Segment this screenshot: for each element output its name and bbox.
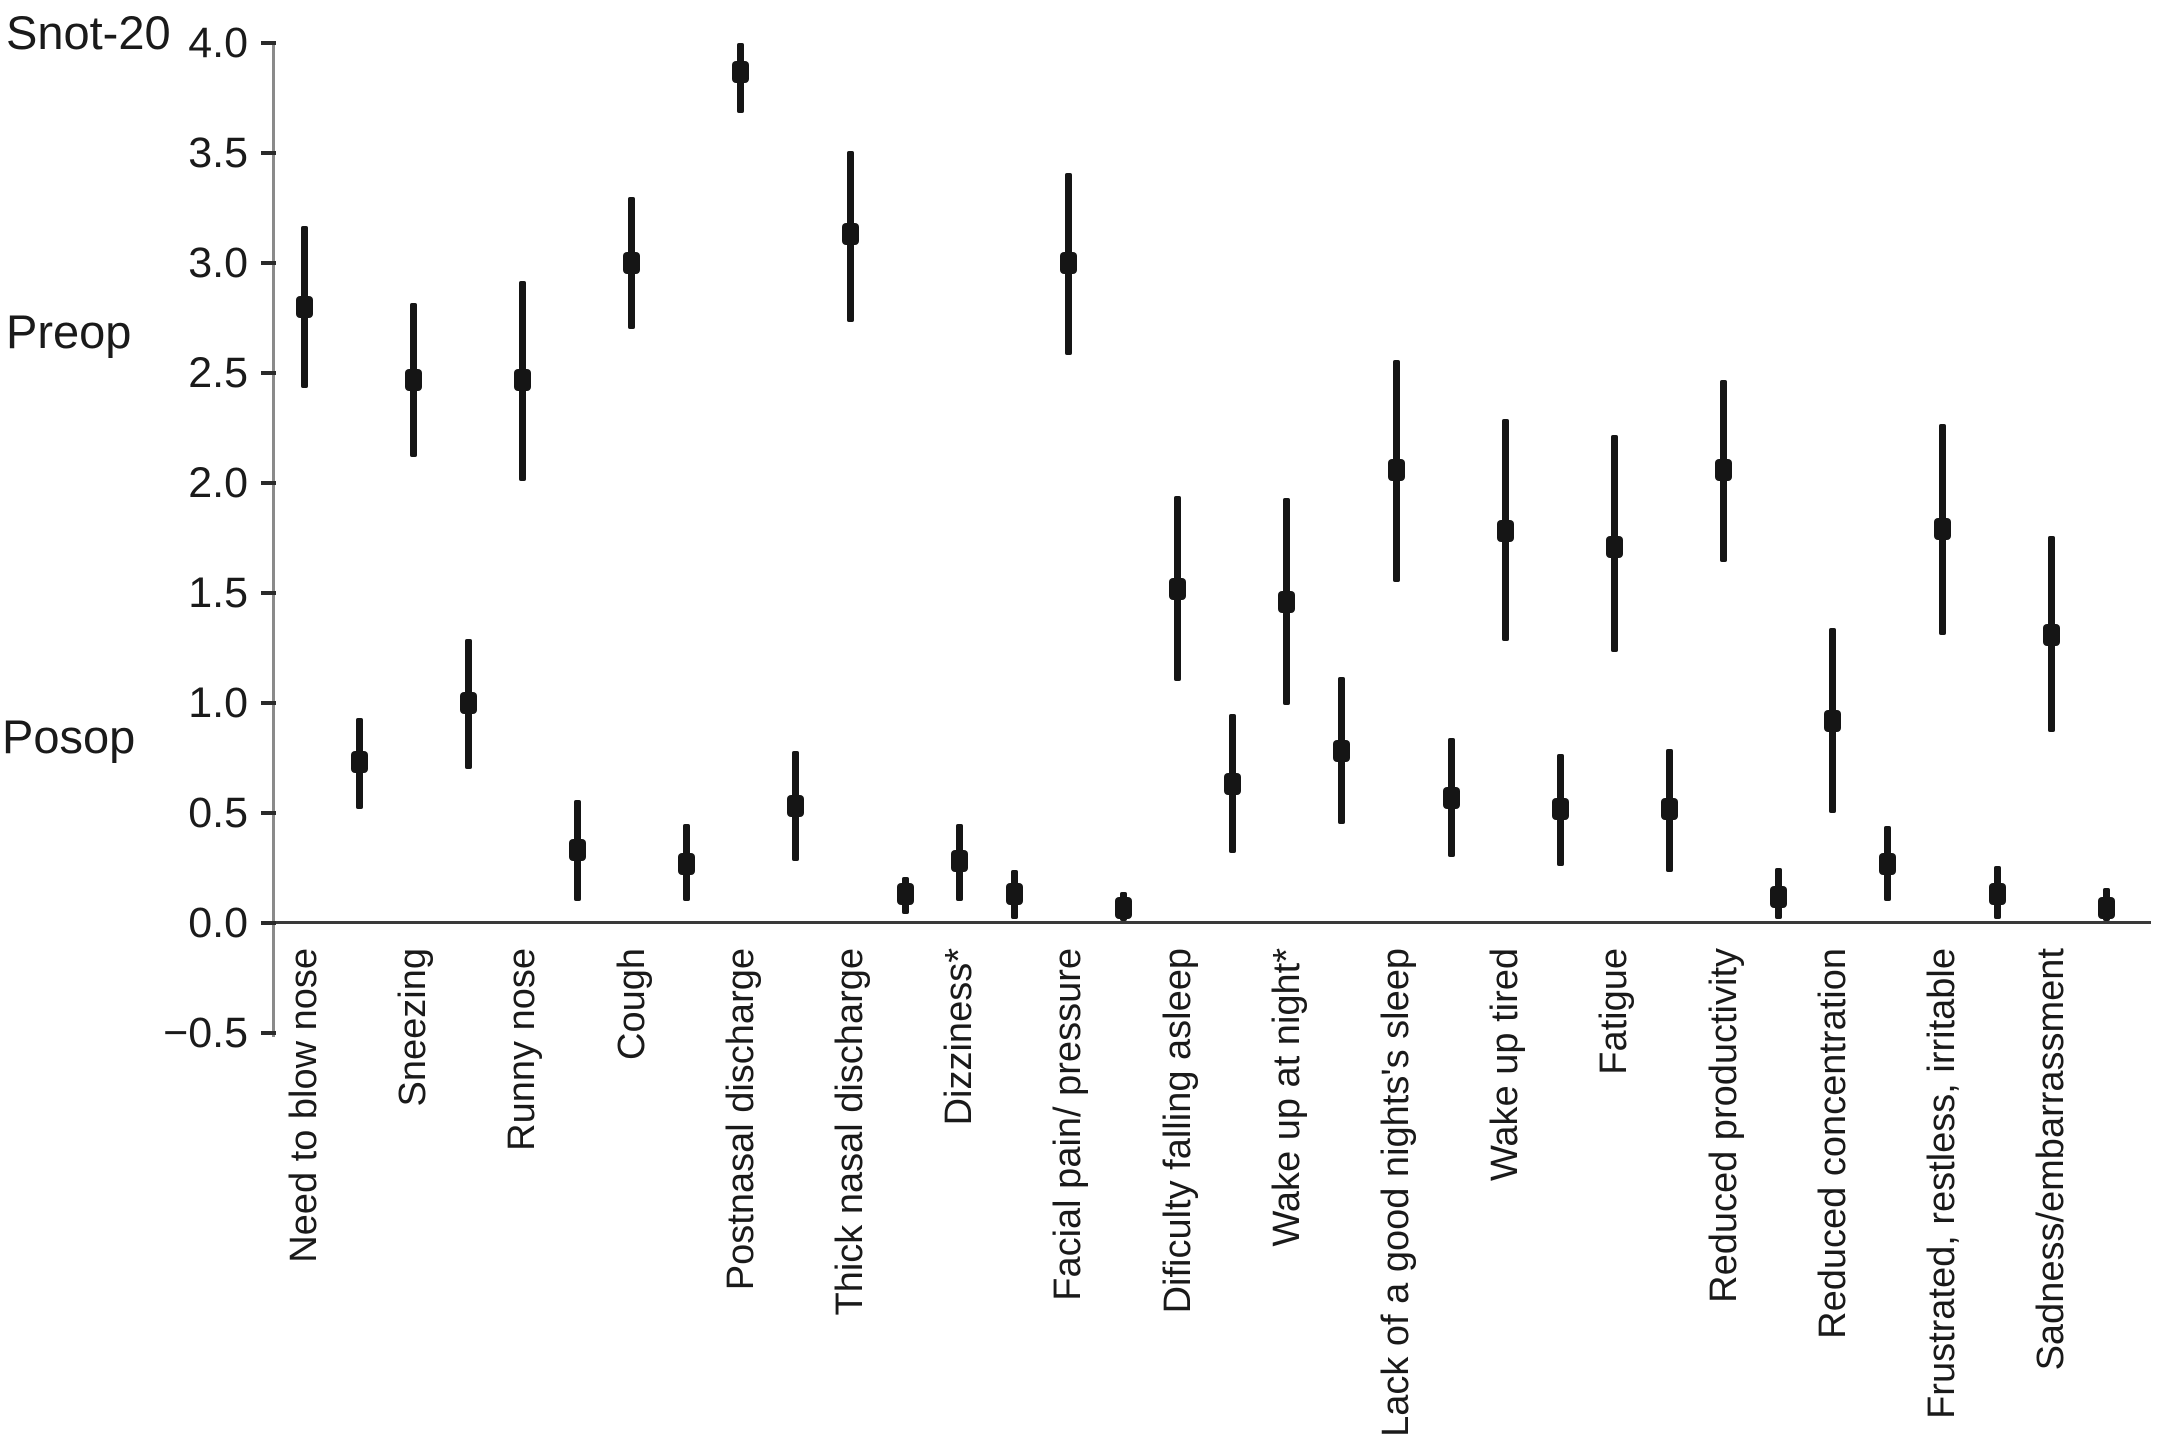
category-label: Dificulty falling asleep [1156, 948, 1199, 1314]
posop-point-marker [1443, 787, 1460, 809]
preop-point-marker [1388, 459, 1405, 481]
y-tick [261, 591, 276, 595]
y-tick [261, 151, 276, 155]
preop-point-marker [1715, 459, 1732, 481]
posop-point-marker [1989, 883, 2006, 905]
posop-point-marker [1770, 886, 1787, 908]
posop-point-marker [2098, 897, 2115, 919]
y-tick [261, 701, 276, 705]
category-label: Thick nasal discharge [829, 948, 871, 1316]
y-tick-label: 0.0 [188, 899, 248, 947]
posop-point-marker [1333, 740, 1350, 762]
posop-series-label: Posop [2, 710, 136, 763]
preop-point-marker [296, 296, 313, 318]
posop-point-marker [1661, 798, 1678, 820]
category-label: Fatigue [1593, 948, 1636, 1075]
y-tick-label: 2.0 [188, 459, 248, 507]
posop-point-marker [569, 839, 586, 861]
preop-point-marker [1824, 710, 1841, 732]
category-label: Reduced concentration [1811, 948, 1854, 1339]
posop-point-marker [1224, 773, 1241, 795]
preop-point-marker [1278, 591, 1295, 613]
y-tick-label: 3.5 [188, 129, 248, 177]
posop-point-marker [1006, 883, 1023, 905]
posop-point-marker [1879, 853, 1896, 875]
category-label: Reduced productivity [1702, 948, 1745, 1303]
category-label: Runny nose [501, 948, 544, 1151]
y-tick-label: −0.5 [163, 1009, 248, 1057]
y-tick [261, 481, 276, 485]
category-label: Lack of a good nights's sleep [1375, 948, 1417, 1437]
category-label: Need to blow nose [283, 948, 325, 1263]
y-tick [261, 371, 276, 375]
preop-point-marker [623, 252, 640, 274]
preop-point-marker [951, 850, 968, 872]
preop-point-marker [1060, 252, 1077, 274]
preop-series-label: Preop [6, 305, 132, 358]
y-tick [261, 1031, 276, 1035]
posop-point-marker [351, 751, 368, 773]
posop-point-marker [1115, 897, 1132, 919]
preop-point-marker [2043, 624, 2060, 646]
y-tick-label: 1.5 [188, 569, 248, 617]
category-label: Frustrated, restless, irritable [1921, 948, 1963, 1419]
y-tick-label: 4.0 [188, 19, 248, 67]
chart-title: Snot-20 [6, 6, 171, 59]
y-tick-label: 3.0 [188, 239, 248, 287]
x-axis-zero-line [272, 921, 2151, 924]
category-label: Cough [610, 948, 653, 1060]
category-label: Postnasal discharge [719, 948, 762, 1291]
y-tick-label: 0.5 [188, 789, 248, 837]
y-tick [261, 261, 276, 265]
category-label: Sneezing [392, 948, 435, 1107]
preop-point-marker [1606, 536, 1623, 558]
preop-point-marker [514, 369, 531, 391]
preop-point-marker [405, 369, 422, 391]
posop-point-marker [897, 883, 914, 905]
y-tick [261, 811, 276, 815]
category-label: Wake up at night* [1265, 948, 1308, 1247]
posop-point-marker [1552, 798, 1569, 820]
y-axis-line [272, 41, 275, 1037]
category-label: Sadness/embarrassment [2030, 948, 2073, 1371]
category-label: Wake up tired [1484, 948, 1527, 1182]
preop-point-marker [1934, 518, 1951, 540]
category-label: Facial pain/ pressure [1047, 948, 1090, 1301]
preop-point-marker [842, 223, 859, 245]
posop-point-marker [678, 853, 695, 875]
y-tick-label: 2.5 [188, 349, 248, 397]
y-tick [261, 41, 276, 45]
posop-point-marker [460, 692, 477, 714]
y-tick [261, 921, 276, 925]
preop-point-marker [732, 61, 749, 83]
y-tick-label: 1.0 [188, 679, 248, 727]
posop-point-marker [787, 795, 804, 817]
category-label: Dizziness* [938, 948, 981, 1126]
preop-point-marker [1497, 520, 1514, 542]
preop-point-marker [1169, 578, 1186, 600]
